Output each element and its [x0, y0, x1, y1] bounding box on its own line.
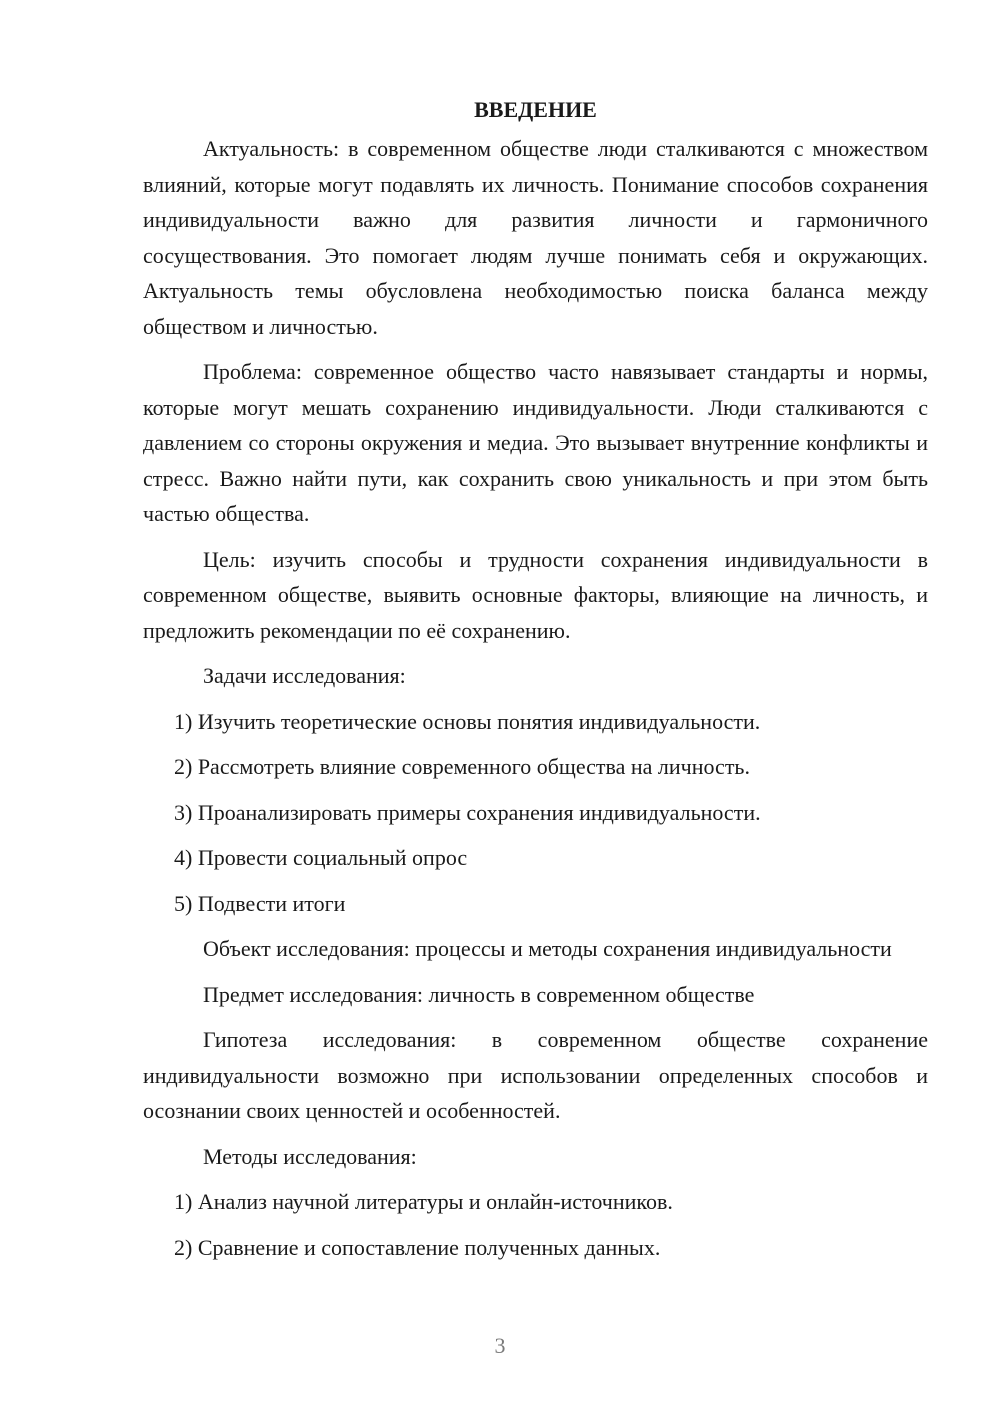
task-item: 1) Изучить теоретические основы понятия индивидуальности. — [174, 708, 761, 734]
page-number: 3 — [494, 1333, 506, 1358]
method-item: 2) Сравнение и сопоставление полученных данных. — [174, 1234, 661, 1260]
section-title: ВВЕДЕНИЕ — [474, 97, 597, 122]
task-item: 3) Проанализировать примеры сохранения индивидуальности. — [174, 799, 761, 825]
document-page — [143, 92, 928, 1275]
method-item: 1) Анализ научной литературы и онлайн-источников. — [174, 1189, 673, 1214]
problem-paragraph: Проблема: современное общество часто навязывает стандарты и нормы, которые могут мешать сохранению индивидуальности. Люди сталкиваются с давлением со стороны окружения и медиа. Это вызывает внутренние конфликты и стресс. Важно найти пути, как сохранить свою уникальность и при этом быть частью общества. — [143, 359, 928, 526]
goal-paragraph: Цель: изучить способы и трудности сохранения индивидуальности в современном обществе, выявить основные факторы, влияющие на личность, и предложить рекомендации по её сохранению. — [143, 546, 928, 643]
relevance-paragraph: Актуальность: в современном обществе люди сталкиваются с множеством влияний, которые могут подавлять их личность. Понимание способов сохранения индивидуальности важно для развития личности и гармоничного сосуществования. Это помогает людям лучше понимать себя и окружающих. Актуальность темы обусловлена необходимостью поиска баланса между обществом и личностью. — [143, 136, 928, 339]
hypothesis-paragraph: Гипотеза исследования: в современном обществе сохранение индивидуальности возможно при использовании определенных способов и осознании своих ценностей и особенностей. — [143, 1027, 928, 1123]
methods-label: Методы исследования: — [203, 1143, 417, 1169]
task-item: 2) Рассмотреть влияние современного общества на личность. — [174, 754, 750, 779]
tasks-label: Задачи исследования: — [203, 663, 406, 688]
subject-paragraph: Предмет исследования: личность в современном обществе — [203, 981, 755, 1007]
task-item: 5) Подвести итоги — [174, 890, 346, 916]
object-paragraph: Объект исследования: процессы и методы сохранения индивидуальности — [203, 936, 892, 961]
task-item: 4) Провести социальный опрос — [174, 845, 468, 870]
